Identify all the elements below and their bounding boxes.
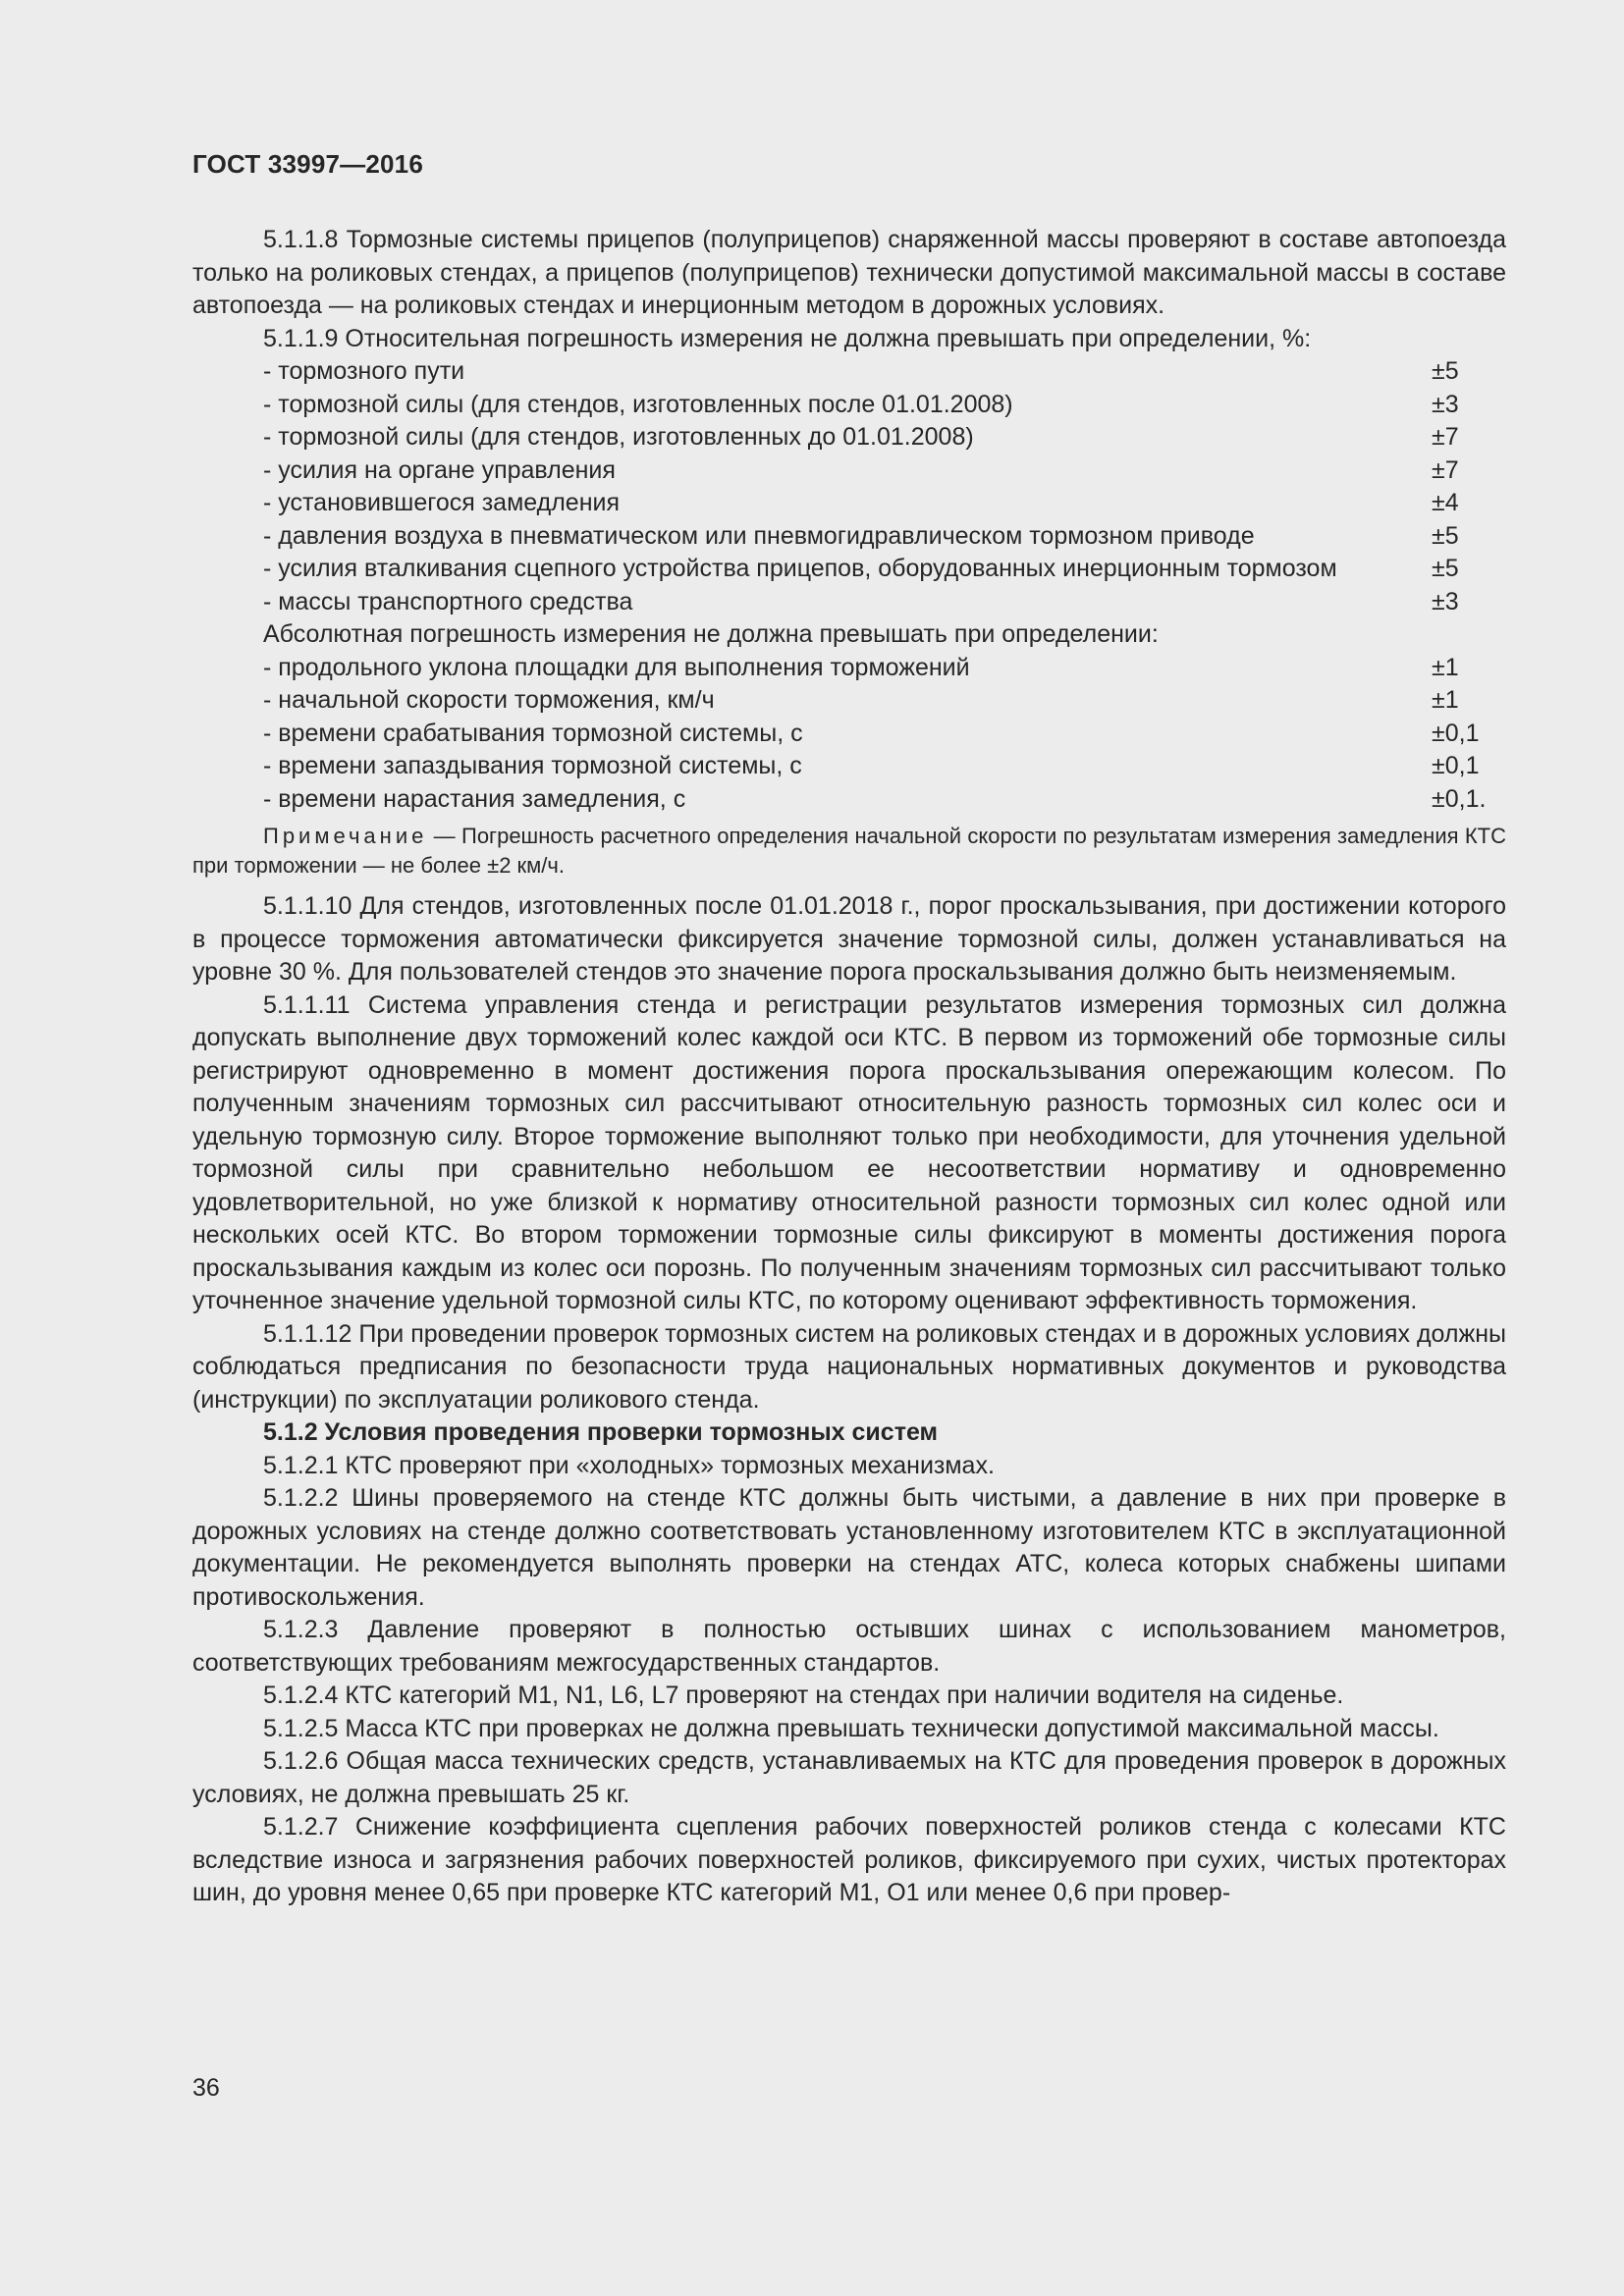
list-item: - времени срабатывания тормозной системы, с ±0,1 (263, 719, 1480, 747)
paragraph-5-1-2-3: 5.1.2.3 Давление проверяют в полностью остывших шинах с использованием манометров, соответствующих требованиям межгосударственных стандартов. (192, 1616, 1506, 1677)
list-item: - времени нарастания замедления, с ±0,1. (263, 784, 1487, 813)
paragraph-5-1-2-6: 5.1.2.6 Общая масса технических средств, устанавливаемых на КТС для проведения проверок в дорожных условиях, не должна превышать 25 кг. (192, 1747, 1506, 1808)
paragraph-5-1-1-8: 5.1.1.8 Тормозные системы прицепов (полуприцепов) снаряженной массы проверяют в составе автопоезда только на роликовых стендах, а прицепов (полуприцепов) технически допустимой максимальной массы в составе автопоезда — на роликовых стендах и инерционным методом в дорожных условиях. (192, 226, 1506, 319)
document-code-header: ГОСТ 33997—2016 (192, 149, 423, 179)
absolute-error-list (192, 652, 1506, 817)
page-number: 36 (192, 2074, 220, 2102)
paragraph-5-1-1-12: 5.1.1.12 При проведении проверок тормозных систем на роликовых стендах и в дорожных условиях должны соблюдаться предписания по безопасности труда национальных нормативных документов и руководства (инструкции) по эксплуатации роликового стенда. (192, 1319, 1506, 1414)
paragraph-5-1-2-2: 5.1.2.2 Шины проверяемого на стенде КТС должны быть чистыми, а давление в них при проверке в дорожных условиях на стенде должно соответствовать установленному изготовителем КТС в эксплуатационной документации. Не рекомендуется выполнять проверки на стендах АТС, колеса которых снабжены шипами противоскольжения. (192, 1484, 1506, 1611)
paragraph-5-1-1-10: 5.1.1.10 Для стендов, изготовленных после 01.01.2018 г., порог проскальзывания, при достижении которого в процессе торможения автоматически фиксируется значение тормозной силы, должен устанавливаться на уровне 30 %. Для пользователей стендов это значение порога проскальзывания должно быть неизменяемым. (192, 892, 1506, 986)
note-paragraph (192, 822, 1506, 881)
list-item: - продольного уклона площадки для выполнения торможений ±1 (263, 653, 1459, 681)
document-body (192, 224, 1506, 1910)
section-heading-5-1-2: 5.1.2 Условия проведения проверки тормозных систем (263, 1418, 939, 1446)
note-label: Примечание (263, 824, 428, 848)
paragraph-5-1-2-5: 5.1.2.5 Масса КТС при проверках не должна превышать технически допустимой максимальной массы. (263, 1714, 1439, 1742)
paragraph-5-1-1-11: 5.1.1.11 Система управления стенда и регистрации результатов измерения тормозных сил должна допускать выполнение двух торможений колес каждой оси КТС. В первом из торможений обе тормозные силы регистрируют одновременно в момент достижения порога проскальзывания опережающим колесом. По полученным значениям тормозных сил рассчитывают относительную разность тормозных сил колес оси и удельную тормозную силу. Второе торможение выполняют только при необходимости, для уточнения удельной тормозной силы при сравнительно небольшом ее несоответствии нормативу и одновременно удовлетворительной, но уже близкой к нормативу относительной разности тормозных сил колес одной или нескольких осей КТС. Во втором торможении тормозные силы фиксируют в моменты достижения порога проскальзывания каждым из колес оси порознь. По полученным значениям тормозных сил рассчитывают только уточненное значение удельной тормозной силы КТС, по которому оценивают эффективность торможения. (192, 990, 1506, 1314)
absolute-error-intro: Абсолютная погрешность измерения не должна превышать при определении: (263, 620, 1159, 648)
paragraph-5-1-2-7: 5.1.2.7 Снижение коэффициента сцепления рабочих поверхностей роликов стенда с колесами КТС вследствие износа и загрязнения рабочих поверхностей роликов, фиксируемого при сухих, чистых протекторах шин, до уровня менее 0,65 при проверке КТС категорий M1, O1 или менее 0,6 при провер- (192, 1813, 1506, 1906)
paragraph-5-1-2-1: 5.1.2.1 КТС проверяют при «холодных» тормозных механизмах. (263, 1451, 995, 1479)
list-item: - усилия на органе управления ±7 (263, 455, 1459, 484)
paragraph-5-1-1-9: 5.1.1.9 Относительная погрешность измерения не должна превышать при определении, %: (263, 324, 1312, 352)
note-text: — Погрешность расчетного определения начальной скорости по результатам измерения замедления КТС при торможении — не более ±2 км/ч. (192, 824, 1506, 878)
list-item: - тормозного пути ±5 (263, 357, 1459, 385)
list-item: - усилия вталкивания сцепного устройства прицепов, оборудованных инерционным тормозом ±5 (263, 555, 1459, 582)
paragraph-5-1-2-4: 5.1.2.4 КТС категорий M1, N1, L6, L7 проверяют на стендах при наличии водителя на сиденье. (263, 1682, 1344, 1709)
relative-error-list (192, 355, 1506, 618)
list-item: - давления воздуха в пневматическом или пневмогидравлическом тормозном приводе ±5 (263, 521, 1459, 550)
list-item: - тормозной силы (для стендов, изготовленных до 01.01.2008) ±7 (263, 423, 1459, 451)
list-item: - времени запаздывания тормозной системы, с ±0,1 (263, 752, 1480, 779)
list-item: - установившегося замедления ±4 (263, 489, 1459, 516)
list-item: - тормозной силы (для стендов, изготовленных после 01.01.2008) ±3 (263, 390, 1459, 418)
list-item: - массы транспортного средства ±3 (263, 587, 1459, 615)
list-item: - начальной скорости торможения, км/ч ±1 (263, 686, 1459, 714)
